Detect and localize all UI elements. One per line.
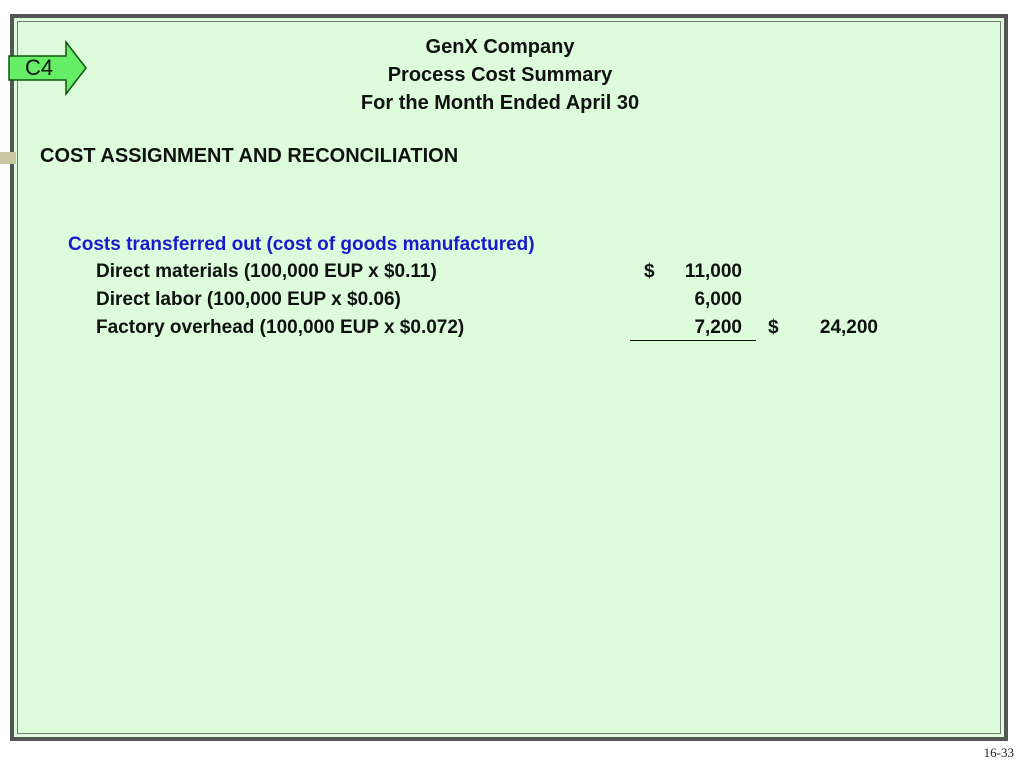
page-number: 16-33 [983,745,1014,760]
row-direct-materials-label: Direct materials (100,000 EUP x $0.11) [96,261,437,282]
section-heading: COST ASSIGNMENT AND RECONCILIATION [40,145,459,167]
slide-frame [10,14,1008,741]
row-factory-overhead-label: Factory overhead (100,000 EUP x $0.072) [96,317,465,338]
objective-badge [8,40,88,96]
company-title: GenX Company [425,36,575,58]
report-title: Process Cost Summary [387,64,613,86]
row-direct-materials-currency: $ [644,261,655,282]
row-direct-labor-label: Direct labor (100,000 EUP x $0.06) [96,289,401,310]
row-direct-labor-value: 6,000 [694,289,742,310]
total-value: 24,200 [819,317,878,338]
total-currency: $ [768,317,779,338]
costs-transferred-heading: Costs transferred out (cost of goods manufactured) [68,234,535,255]
row-factory-overhead-value: 7,200 [694,317,742,338]
report-period: For the Month Ended April 30 [360,92,640,114]
subtotal-underline [630,340,756,341]
row-direct-materials-value: 11,000 [684,261,742,282]
slide-frame-inner-border [17,21,1001,734]
badge-label: C4 [24,55,54,80]
side-accent-bar [0,152,16,164]
